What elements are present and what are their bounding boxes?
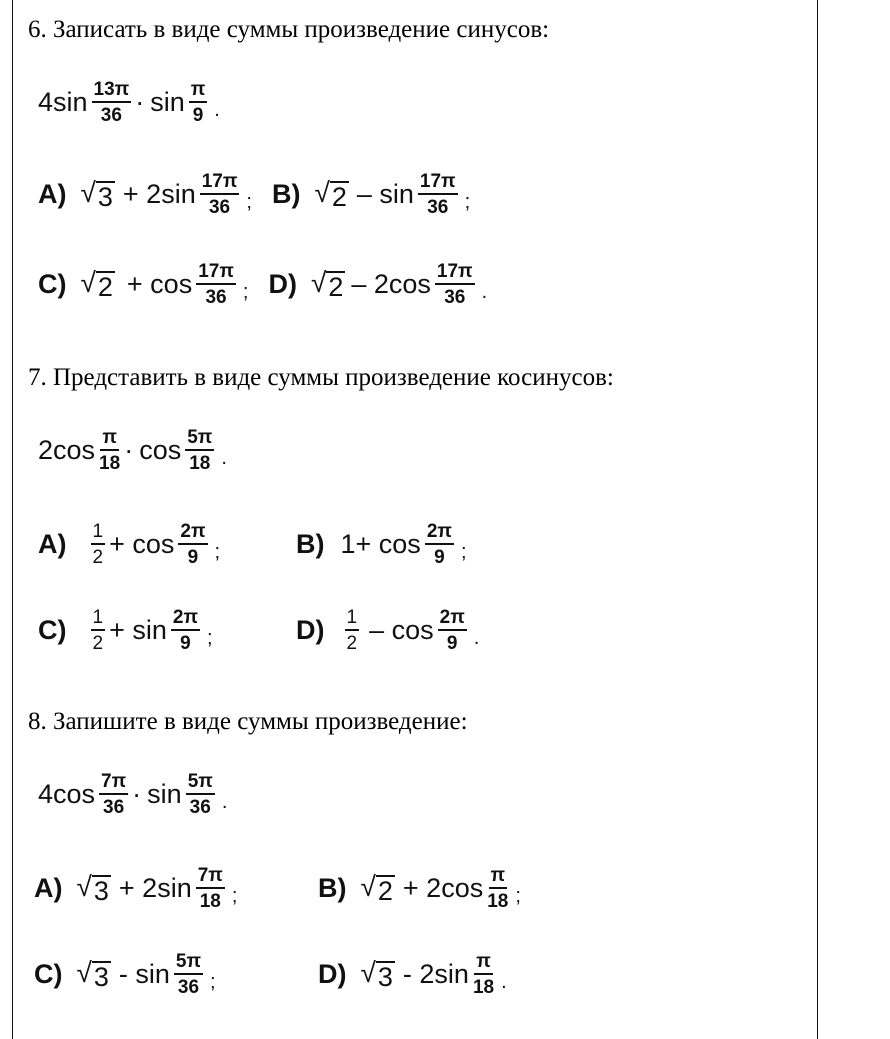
- q7-option-b-label: B): [296, 529, 325, 560]
- q7-expr-func1: 2cos: [38, 435, 96, 466]
- sqrt-icon: √ 2: [80, 266, 113, 302]
- sqrt-icon: √ 2: [360, 870, 393, 906]
- q8-option-d-label: D): [318, 959, 347, 990]
- sqrt-icon: √ 3: [80, 176, 113, 212]
- q8-option-b-label: B): [318, 873, 347, 904]
- q7-expression: [38, 428, 227, 474]
- q6-heading: 6. Записать в виде суммы произведение синусов:: [28, 16, 550, 43]
- q8-expr-end: .: [221, 790, 228, 813]
- q6-option-d-label: D): [268, 269, 297, 300]
- q6-option-d-frac: $\frac{17\pi}{36}$: [436, 261, 473, 308]
- q7-option-c: C) $\frac{1}{2}$ + sin $\frac{2\pi}{9}$ ;: [38, 607, 213, 654]
- q6-expr-end: .: [214, 98, 220, 121]
- q8-expr-func2: sin: [147, 779, 182, 810]
- q7-option-a-half: $\frac{1}{2}$: [92, 521, 104, 568]
- q6-expr-func2: sin: [150, 87, 185, 118]
- sqrt-icon: √ 3: [76, 870, 109, 906]
- q8-option-d: D) √ 3 - 2sin $\frac{\pi}{18}$ .: [318, 951, 507, 998]
- q8-answers-row1: [34, 866, 521, 912]
- q7-heading: 7. Представить в виде суммы произведение косинусов:: [28, 364, 614, 391]
- q8-option-b: B) √ 2 + 2cos $\frac{\pi}{18}$ ;: [318, 865, 521, 912]
- q6-answers-row1: [38, 172, 470, 218]
- q6-option-c: C) √ 2 + cos $\frac{17\pi}{36}$ ;: [38, 261, 249, 308]
- q6-option-c-label: C): [38, 269, 67, 300]
- q6-expr-frac2: $\frac{\pi}{9}$: [190, 79, 206, 126]
- q8-option-a-label: A): [34, 873, 63, 904]
- q7-option-b-frac: $\frac{2\pi}{9}$: [426, 521, 452, 568]
- q6-option-c-frac: $\frac{17\pi}{36}$: [198, 261, 234, 308]
- q8-option-b-frac: $\frac{\pi}{18}$: [487, 865, 509, 912]
- q8-heading: 8. Запишите в виде суммы произведение:: [28, 708, 468, 735]
- q6-expr-func1: 4sin: [38, 87, 88, 118]
- q6-option-a-label: A): [38, 179, 67, 210]
- q8-option-d-frac: $\frac{\pi}{18}$: [472, 951, 495, 998]
- q6-option-a-frac: $\frac{17\pi}{36}$: [201, 171, 238, 218]
- q8-expr-frac2: $\frac{5\pi}{36}$: [187, 771, 213, 818]
- q7-option-a-label: A): [38, 529, 67, 560]
- q6-option-d: D) √ 2 – 2cos $\frac{17\pi}{36}$ .: [268, 261, 488, 308]
- q6-option-b-frac: $\frac{17\pi}{36}$: [419, 171, 456, 218]
- q8-option-c: C) √ 3 - sin $\frac{5\pi}{36}$ ;: [34, 951, 216, 998]
- q7-option-a-frac: $\frac{2\pi}{9}$: [180, 521, 206, 568]
- q8-answers-row2: [34, 952, 507, 998]
- q7-answers-row2: [38, 608, 479, 654]
- sqrt-icon: √ 2: [314, 176, 347, 212]
- q6-expr-dot: ·: [135, 87, 145, 118]
- q6-expr-frac1: $\frac{13\pi}{36}$: [93, 79, 130, 126]
- q7-option-b: B) 1+ cos $\frac{2\pi}{9}$ ;: [296, 521, 467, 568]
- q8-expr-dot: ·: [132, 779, 142, 810]
- q7-option-c-label: C): [38, 615, 67, 646]
- sqrt-icon: √ 2: [310, 266, 344, 302]
- q6-option-a: A) √ 3 + 2sin $\frac{17\pi}{36}$ ;: [38, 171, 252, 218]
- q8-option-a-frac: $\frac{7\pi}{18}$: [197, 865, 223, 912]
- q7-expr-end: .: [221, 446, 227, 469]
- q7-option-d-label: D): [296, 615, 325, 646]
- q7-option-c-frac: $\frac{2\pi}{9}$: [172, 607, 198, 654]
- q7-option-d: D) $\frac{1}{2}$ – cos $\frac{2\pi}{9}$ .: [296, 607, 480, 654]
- q7-option-c-half: $\frac{1}{2}$: [92, 607, 104, 654]
- q7-expr-frac1: $\frac{\pi}{18}$: [99, 427, 121, 474]
- q8-option-c-label: C): [34, 959, 63, 990]
- q6-answers-row2: [38, 262, 487, 308]
- sqrt-icon: √ 3: [76, 956, 109, 992]
- q8-expr-frac1: $\frac{7\pi}{36}$: [101, 771, 127, 818]
- q8-option-a: A) √ 3 + 2sin $\frac{7\pi}{18}$ ;: [34, 865, 238, 912]
- q8-expr-func1: 4cos: [38, 779, 96, 810]
- q7-expr-func2: cos: [139, 435, 182, 466]
- q8-expression: [38, 772, 227, 818]
- q7-option-d-half: $\frac{1}{2}$: [346, 607, 358, 654]
- q7-option-a: A) $\frac{1}{2}$ + cos $\frac{2\pi}{9}$ ;: [38, 521, 221, 568]
- q6-option-b-label: B): [271, 179, 301, 210]
- q6-expression: [38, 80, 220, 126]
- q6-option-b: B) √ 2 – sin $\frac{17\pi}{36}$ ;: [271, 171, 471, 218]
- q7-answers-row1: [38, 522, 467, 568]
- q7-expr-frac2: $\frac{5\pi}{18}$: [187, 427, 213, 474]
- q7-option-d-frac: $\frac{2\pi}{9}$: [439, 607, 465, 654]
- q8-option-c-frac: $\frac{5\pi}{36}$: [175, 951, 202, 998]
- sqrt-icon: √ 3: [360, 956, 393, 992]
- q7-expr-dot: ·: [124, 435, 134, 466]
